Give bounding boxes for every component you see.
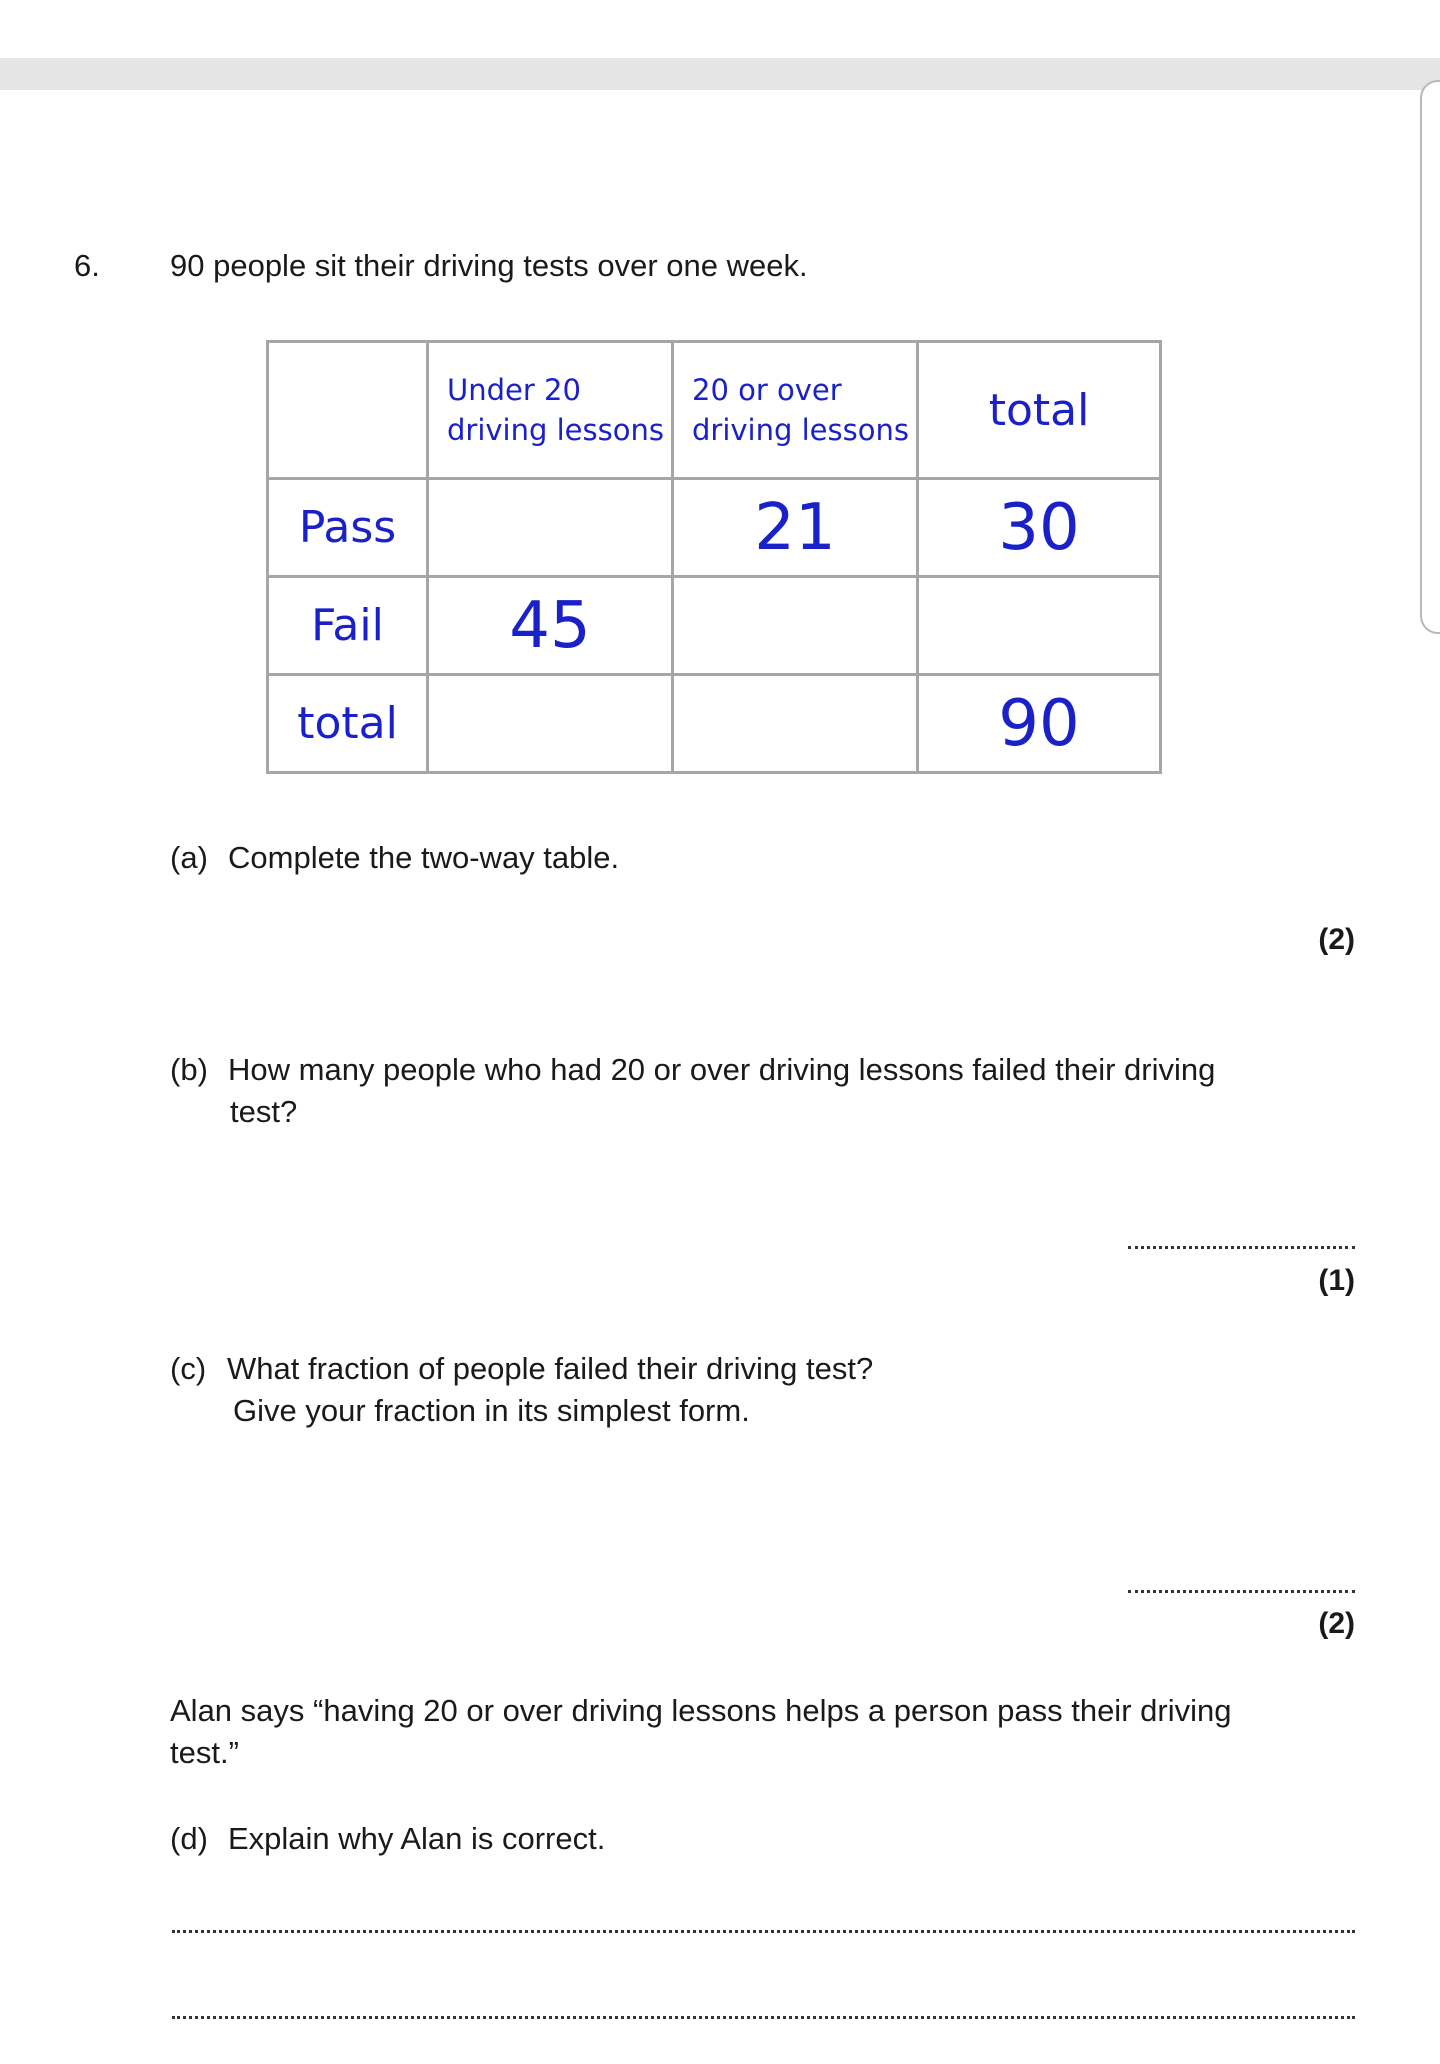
header-under-20-line1: Under 20 <box>447 373 581 407</box>
cell-pass-total[interactable]: 30 <box>918 479 1161 577</box>
part-b-line1: How many people who had 20 or over driving lessons failed their driving <box>228 1052 1216 1087</box>
question-stem: 90 people sit their driving tests over one week. <box>170 248 808 283</box>
cell-pass-under-20[interactable] <box>428 479 673 577</box>
row-label-total: total <box>268 675 428 773</box>
part-d-label: (d) <box>170 1821 208 1856</box>
part-a-marks: (2) <box>1318 923 1355 956</box>
header-total: total <box>918 342 1161 479</box>
cell-fail-under-20[interactable]: 45 <box>428 577 673 675</box>
part-a-text: Complete the two-way table. <box>228 840 620 875</box>
part-b-label: (b) <box>170 1052 208 1087</box>
table-corner-cell <box>268 342 428 479</box>
row-label-pass: Pass <box>268 479 428 577</box>
header-under-20-line2: driving lessons <box>447 413 664 447</box>
two-way-table <box>266 340 1162 774</box>
cell-total-total[interactable]: 90 <box>918 675 1161 773</box>
cell-total-20-or-over[interactable] <box>673 675 918 773</box>
header-20-or-over-line1: 20 or over <box>692 373 842 407</box>
top-bar <box>0 58 1440 90</box>
alan-statement-line1: Alan says “having 20 or over driving lessons helps a person pass their driving <box>170 1693 1232 1728</box>
header-20-or-over-line2: driving lessons <box>692 413 909 447</box>
part-c-marks: (2) <box>1318 1607 1355 1640</box>
part-d-answer-line-1[interactable] <box>172 1930 1355 1933</box>
cell-fail-20-or-over[interactable] <box>673 577 918 675</box>
alan-statement-line2: test.” <box>170 1735 239 1770</box>
part-c-label: (c) <box>170 1351 207 1386</box>
part-d-answer-line-2[interactable] <box>172 2016 1355 2019</box>
question-number: 6. <box>74 248 100 283</box>
part-b-line2: test? <box>230 1094 298 1129</box>
part-d-text: Explain why Alan is correct. <box>228 1821 606 1856</box>
header-under-20 <box>428 342 673 479</box>
part-c-line2: Give your fraction in its simplest form. <box>233 1393 750 1428</box>
part-b-answer-line[interactable] <box>1128 1246 1355 1249</box>
part-b-marks: (1) <box>1318 1264 1355 1297</box>
part-c-line1: What fraction of people failed their driving test? <box>227 1351 874 1386</box>
cell-pass-20-or-over[interactable]: 21 <box>673 479 918 577</box>
side-tab[interactable] <box>1420 80 1440 634</box>
part-a-label: (a) <box>170 840 208 875</box>
part-c-answer-line[interactable] <box>1128 1590 1355 1593</box>
header-20-or-over <box>673 342 918 479</box>
cell-fail-total[interactable] <box>918 577 1161 675</box>
row-label-fail: Fail <box>268 577 428 675</box>
cell-total-under-20[interactable] <box>428 675 673 773</box>
